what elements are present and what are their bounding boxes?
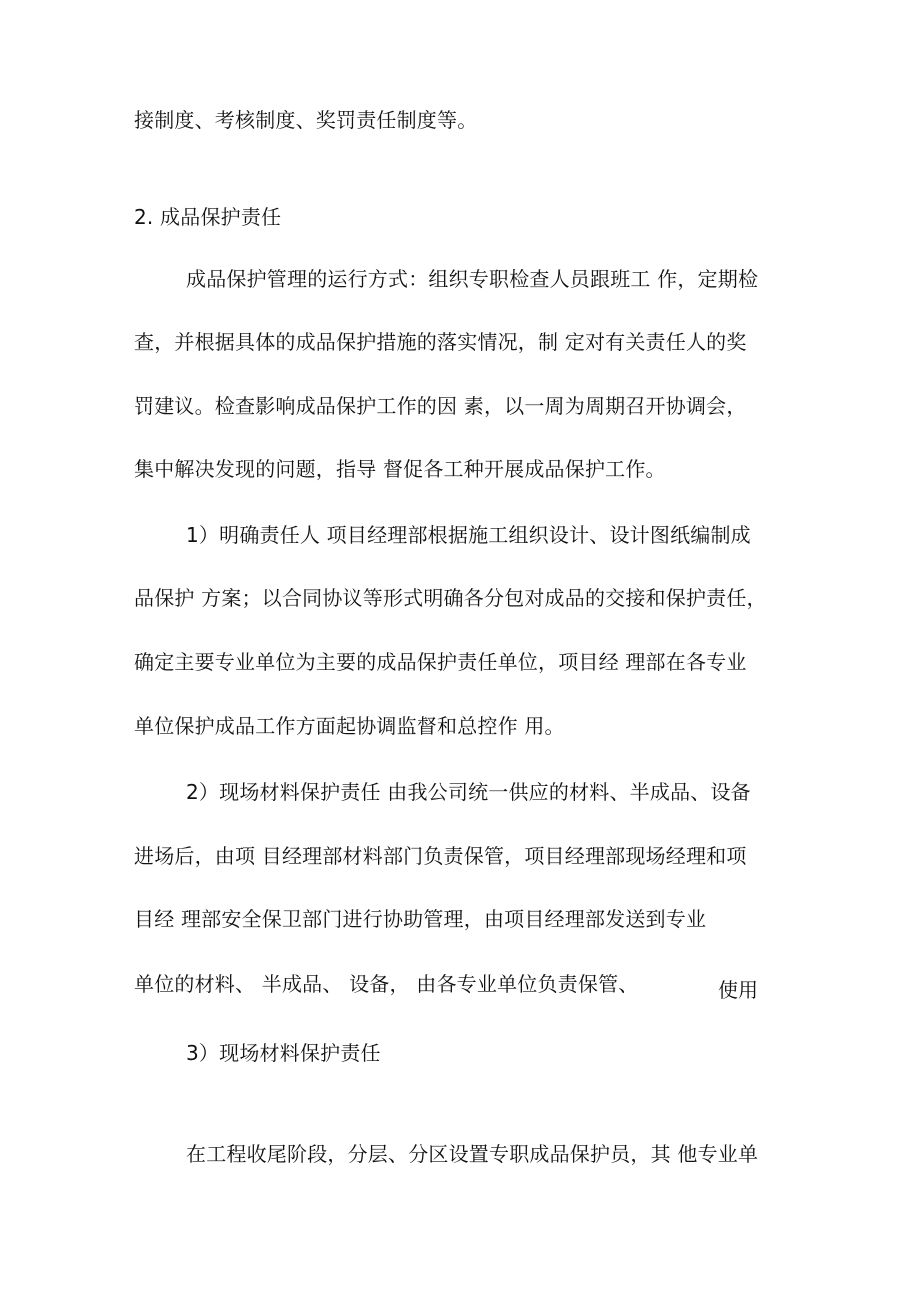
section-heading: 2. 成品保护责任 xyxy=(134,205,282,229)
text-line-17: 在工程收尾阶段，分层、分区设置专职成品保护员，其 他专业单 xyxy=(186,1142,759,1166)
text-line-7: 1）明确责任人 项目经理部根据施工组织设计、设计图纸编制成 xyxy=(186,523,751,547)
text-line-8: 品保护 方案；以合同协议等形式明确各分包对成品的交接和保护责任， xyxy=(134,586,767,610)
text-line-1: 接制度、考核制度、奖罚责任制度等。 xyxy=(134,108,478,132)
text-line-12: 进场后，由项 目经理部材料部门负责保管，项目经理部现场经理和项 xyxy=(134,844,747,868)
text-line-13: 目经 理部安全保卫部门进行协助管理，由项目经理部发送到专业 xyxy=(134,907,707,931)
subsection-heading: 3）现场材料保护责任 xyxy=(186,1041,381,1065)
text-line-9: 确定主要专业单位为主要的成品保护责任单位，项目经 理部在各专业 xyxy=(134,650,747,674)
text-fragment-use: 使用 xyxy=(718,978,758,1002)
text-line-11: 2）现场材料保护责任 由我公司统一供应的材料、半成品、设备 xyxy=(186,780,751,804)
text-line-4: 查，并根据具体的成品保护措施的落实情况，制 定对有关责任人的奖 xyxy=(134,330,747,354)
text-line-6: 集中解决发现的问题，指导 督促各工种开展成品保护工作。 xyxy=(134,457,666,481)
text-line-5: 罚建议。检查影响成品保护工作的因 素，以一周为周期召开协调会， xyxy=(134,394,747,418)
text-line-14: 单位的材料、 半成品、 设备， 由各专业单位负责保管、 xyxy=(134,972,639,996)
text-line-10: 单位保护成品工作方面起协调监督和总控作 用。 xyxy=(134,714,565,738)
text-line-3: 成品保护管理的运行方式：组织专职检查人员跟班工 作，定期检 xyxy=(186,267,759,291)
